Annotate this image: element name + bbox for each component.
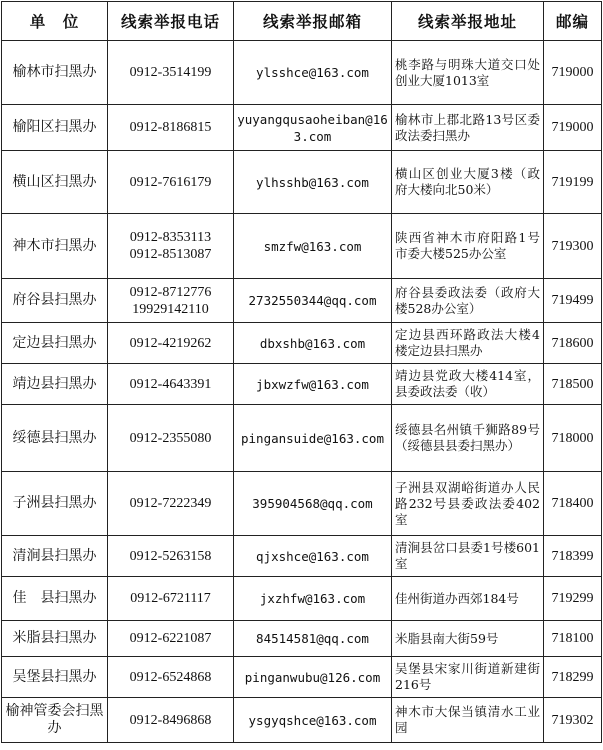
table-row [2, 698, 602, 743]
address-cell: 绥德县名州镇千狮路89号（绥德县县委扫黑办） [392, 405, 544, 472]
table-row [2, 41, 602, 105]
phone-number: 19929142110 [132, 301, 209, 317]
unit-cell: 府谷县扫黑办 [2, 279, 108, 323]
phone-number: 0912-8712776 [129, 284, 212, 300]
zip-cell: 719300 [544, 214, 602, 279]
zip-cell: 718100 [544, 621, 602, 657]
phone-number: 0912-3514199 [129, 65, 212, 80]
zip-cell: 719000 [544, 41, 602, 105]
unit-cell: 靖边县扫黑办 [2, 364, 108, 405]
unit-cell: 佳 县扫黑办 [2, 577, 108, 621]
email-cell: dbxshb@163.com [234, 323, 392, 364]
zip-cell: 719299 [544, 577, 602, 621]
phone-number: 0912-7616179 [129, 174, 212, 190]
header-zip: 邮编 [544, 2, 602, 41]
unit-cell: 子洲县扫黑办 [2, 472, 108, 536]
table-row [2, 657, 602, 698]
zip-cell: 719499 [544, 279, 602, 323]
zip-cell: 719302 [544, 698, 602, 743]
table-row [2, 105, 602, 151]
table-row [2, 214, 602, 279]
phone-cell [108, 405, 234, 472]
unit-cell: 定边县扫黑办 [2, 323, 108, 364]
phone-cell [108, 323, 234, 364]
unit-cell: 榆阳区扫黑办 [2, 105, 108, 151]
phone-number: 0912-6721117 [130, 591, 211, 606]
table-row [2, 323, 602, 364]
phone-cell [108, 279, 234, 323]
email-cell: pinganwubu@126.com [234, 657, 392, 698]
phone-number: 0912-2355080 [129, 430, 212, 446]
phone-cell [108, 364, 234, 405]
address-cell: 吴堡县宋家川街道新建街216号 [392, 657, 544, 698]
header-phone: 线索举报电话 [108, 2, 234, 41]
address-cell: 佳州街道办西郊184号 [392, 577, 544, 621]
table-row [2, 364, 602, 405]
email-cell: 395904568@qq.com [234, 472, 392, 536]
phone-cell [108, 151, 234, 214]
address-cell: 定边县西环路政法大楼4楼定边县扫黑办 [392, 323, 544, 364]
phone-number: 0912-6221087 [129, 631, 212, 646]
address-cell: 陕西省神木市府阳路1号市委大楼525办公室 [392, 214, 544, 279]
email-cell: smzfw@163.com [234, 214, 392, 279]
unit-cell: 清涧县扫黑办 [2, 536, 108, 577]
address-cell: 神木市大保当镇清水工业园 [392, 698, 544, 743]
email-cell: ylsshce@163.com [234, 41, 392, 105]
email-cell: jbxwzfw@163.com [234, 364, 392, 405]
address-cell: 横山区创业大厦3楼（政府大楼向北50米） [392, 151, 544, 214]
phone-number: 0912-8353113 [129, 230, 212, 245]
phone-cell [108, 577, 234, 621]
table-row [2, 279, 602, 323]
header-row [2, 2, 602, 41]
phone-cell [108, 472, 234, 536]
email-cell: jxzhfw@163.com [234, 577, 392, 621]
phone-number: 0912-8496868 [129, 712, 212, 728]
phone-cell [108, 657, 234, 698]
phone-cell [108, 105, 234, 151]
email-cell: 2732550344@qq.com [234, 279, 392, 323]
phone-number: 0912-6524868 [129, 669, 212, 685]
address-cell: 子洲县双湖峪街道办人民路232号县委政法委402室 [392, 472, 544, 536]
unit-cell: 榆神管委会扫黑办 [2, 698, 108, 743]
address-cell: 榆林市上郡北路13号区委政法委扫黑办 [392, 105, 544, 151]
unit-cell: 吴堡县扫黑办 [2, 657, 108, 698]
table-row [2, 151, 602, 214]
phone-cell [108, 214, 234, 279]
address-cell: 桃李路与明珠大道交口处创业大厦1013室 [392, 41, 544, 105]
zip-cell: 718399 [544, 536, 602, 577]
phone-number: 0912-4643391 [129, 376, 212, 392]
table-row [2, 536, 602, 577]
contact-table [1, 1, 602, 743]
phone-number: 0912-5263158 [129, 548, 212, 564]
email-cell: pingansuide@163.com [234, 405, 392, 472]
phone-cell [108, 621, 234, 657]
phone-number: 0912-8513087 [129, 247, 212, 262]
email-cell: yuyangqusaoheiban@163.com [234, 105, 392, 151]
email-cell: 84514581@qq.com [234, 621, 392, 657]
zip-cell: 718500 [544, 364, 602, 405]
phone-number: 0912-8186815 [129, 120, 212, 135]
address-cell: 靖边县党政大楼414室，县委政法委（收） [392, 364, 544, 405]
zip-cell: 718400 [544, 472, 602, 536]
phone-number: 0912-7222349 [129, 496, 212, 511]
phone-cell [108, 536, 234, 577]
zip-cell: 718000 [544, 405, 602, 472]
email-cell: ysgyqshce@163.com [234, 698, 392, 743]
header-address: 线索举报地址 [392, 2, 544, 41]
header-unit: 单 位 [2, 2, 108, 41]
table-row [2, 621, 602, 657]
phone-number: 0912-4219262 [129, 335, 212, 351]
address-cell: 府谷县委政法委（政府大楼528办公室） [392, 279, 544, 323]
unit-cell: 绥德县扫黑办 [2, 405, 108, 472]
unit-cell: 米脂县扫黑办 [2, 621, 108, 657]
phone-cell [108, 41, 234, 105]
unit-cell: 横山区扫黑办 [2, 151, 108, 214]
unit-cell: 神木市扫黑办 [2, 214, 108, 279]
phone-cell [108, 698, 234, 743]
zip-cell: 718600 [544, 323, 602, 364]
unit-cell: 榆林市扫黑办 [2, 41, 108, 105]
email-cell: ylhsshb@163.com [234, 151, 392, 214]
address-cell: 米脂县南大街59号 [392, 621, 544, 657]
table-row [2, 472, 602, 536]
email-cell: qjxshce@163.com [234, 536, 392, 577]
table-row [2, 577, 602, 621]
zip-cell: 718299 [544, 657, 602, 698]
header-email: 线索举报邮箱 [234, 2, 392, 41]
zip-cell: 719000 [544, 105, 602, 151]
zip-cell: 719199 [544, 151, 602, 214]
table-row [2, 405, 602, 472]
address-cell: 清涧县岔口县委1号楼601室 [392, 536, 544, 577]
